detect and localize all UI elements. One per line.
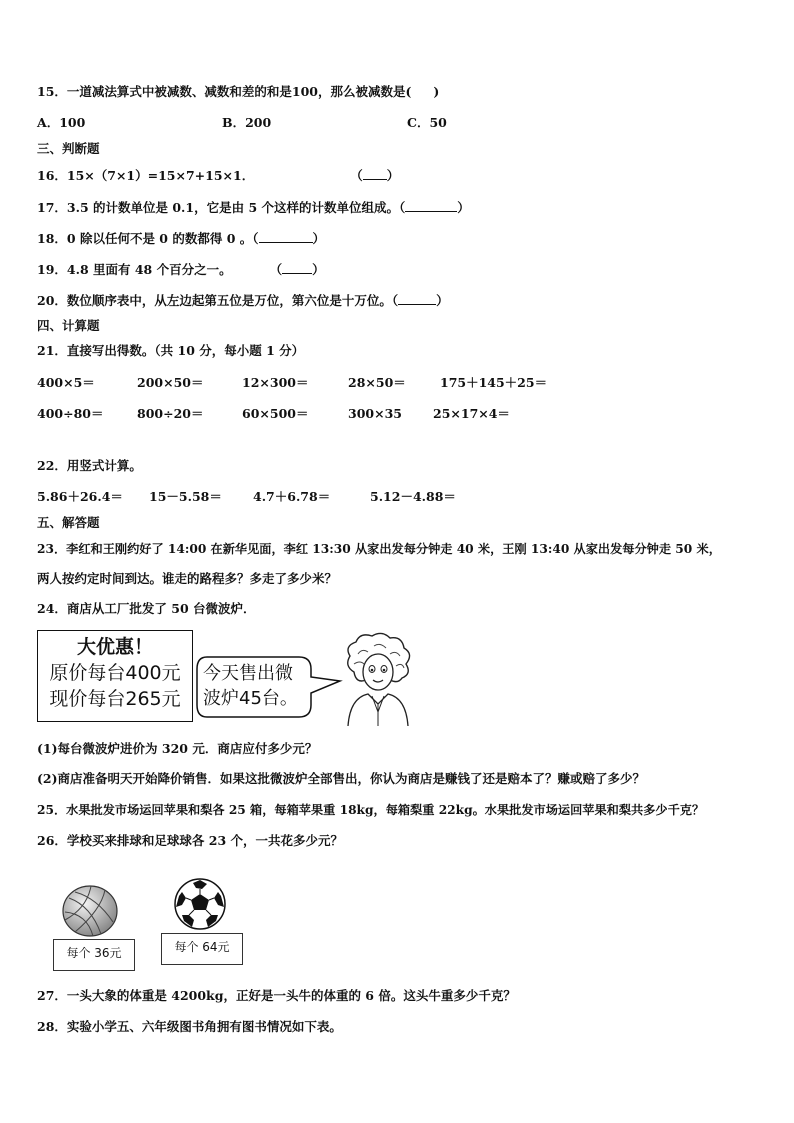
question-27: 27．一头大象的体重是 4200kg，正好是一头牛的体重的 6 倍。这头牛重多少千克？	[37, 988, 516, 1003]
calc-item: 28×50＝	[348, 375, 406, 390]
question-24: 24．商店从工厂批发了 50 台微波炉．	[37, 601, 256, 616]
answer-blank[interactable]	[259, 230, 313, 243]
answer-blank[interactable]	[405, 199, 457, 212]
volleyball-icon	[61, 884, 119, 938]
question-24-sub-2: (2)商店准备明天开始降价销售．如果这批微波炉全部售出，你认为商店是赚钱了还是赔本了？赚或赔了多少？	[37, 771, 646, 786]
vertical-calc-item: 4.7＋6.78＝	[253, 489, 331, 504]
question-20: 20．数位顺序表中，从左边起第五位是万位，第六位是十万位。（ ）	[37, 293, 449, 308]
calc-item: 60×500＝	[242, 406, 309, 421]
calc-item: 300×35	[348, 406, 402, 421]
vertical-calc-item: 5.86＋26.4＝	[37, 489, 123, 504]
option-b: B．200	[222, 115, 272, 130]
question-19: 19．4.8 里面有 48 个百分之一。 （ ）	[37, 262, 325, 277]
question-23-line-2: 两人按约定时间到达。谁走的路程多？多走了多少米？	[37, 571, 338, 586]
answer-blank[interactable]	[363, 167, 387, 180]
soccer-ball-price-label: 每个 64元	[161, 933, 243, 965]
calc-item: 800÷20＝	[137, 406, 204, 421]
calc-item: 400×5＝	[37, 375, 95, 390]
speech-bubble-text: 今天售出微 波炉45台。	[203, 663, 298, 709]
calc-item: 400÷80＝	[37, 406, 104, 421]
sign-current-price: 现价每台265元	[49, 688, 181, 710]
calc-item: 175＋145＋25＝	[440, 375, 548, 390]
vertical-calc-item: 5.12－4.88＝	[370, 489, 456, 504]
speech-bubble	[195, 655, 355, 729]
question-18: 18．0 除以任何不是 0 的数都得 0 。（ ）	[37, 231, 326, 246]
cartoon-salesperson	[340, 632, 416, 726]
volleyball-price-label: 每个 36元	[53, 939, 135, 971]
sign-title: 大优惠！	[76, 636, 153, 658]
vertical-calc-item: 15－5.58＝	[149, 489, 222, 504]
question-22: 22．用竖式计算。	[37, 458, 142, 473]
answer-blank[interactable]	[282, 261, 312, 274]
calc-item: 12×300＝	[242, 375, 309, 390]
question-26: 26．学校买来排球和足球球各 23 个，一共花多少元？	[37, 833, 343, 848]
answer-blank[interactable]	[398, 292, 436, 305]
section-3-heading: 三、判断题	[37, 141, 100, 156]
option-a: A．100	[37, 115, 86, 130]
question-15-text: 15．一道减法算式中被减数、减数和差的和是100，那么被减数是(	[37, 84, 412, 99]
section-5-heading: 五、解答题	[37, 515, 100, 530]
section-4-heading: 四、计算题	[37, 318, 100, 333]
option-c: C．50	[407, 115, 447, 130]
question-17: 17．3.5 的计数单位是 0.1，它是由 5 个这样的计数单位组成。（ ）	[37, 200, 470, 215]
question-28: 28．实验小学五、六年级图书角拥有图书情况如下表。	[37, 1019, 342, 1034]
question-24-sub-1: (1)每台微波炉进价为 320 元．商店应付多少元？	[37, 741, 318, 756]
question-16: 16．15×（7×1）=15×7+15×1． （ ）	[37, 168, 400, 183]
soccer-ball-icon	[172, 877, 228, 931]
calc-item: 200×50＝	[137, 375, 204, 390]
discount-sign	[37, 630, 193, 722]
sign-original-price: 原价每台400元	[49, 662, 181, 684]
calc-item: 25×17×4＝	[433, 406, 510, 421]
question-21: 21．直接写出得数。（共 10 分，每小题 1 分）	[37, 343, 305, 358]
question-23-line-1: 23．李红和王刚约好了 14:00 在新华见面，李红 13:30 从家出发每分钟走 40 米，王刚 13:40 从家出发每分钟走 50 米，	[37, 542, 721, 556]
question-15: 15．一道减法算式中被减数、减数和差的和是100，那么被减数是( )	[37, 84, 440, 99]
question-25: 25．水果批发市场运回苹果和梨各 25 箱，每箱苹果重 18kg，每箱梨重 22kg。水果批发市场运回苹果和梨共多少千克？	[37, 803, 705, 817]
